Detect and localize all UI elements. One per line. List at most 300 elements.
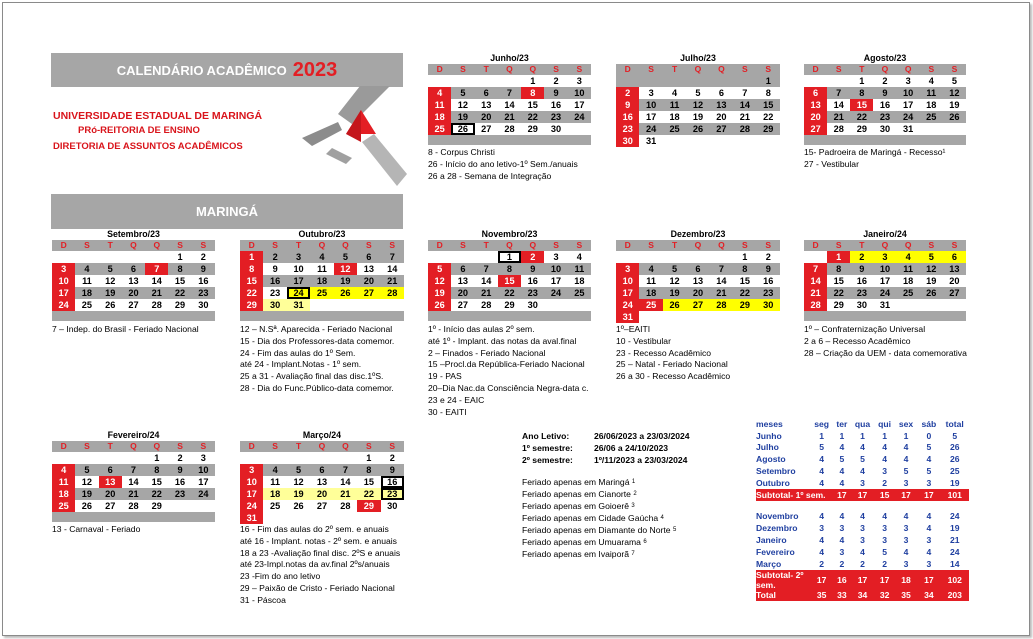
day-cell: 23 xyxy=(381,488,404,500)
day-cell: 3 xyxy=(648,87,654,98)
day-cell: 20 xyxy=(475,111,498,123)
day-cell: 8 xyxy=(850,87,873,99)
spacer-cell xyxy=(122,311,145,321)
day-cell: 27 xyxy=(105,500,116,511)
day-cell: 28 xyxy=(804,299,827,311)
weekday-header: S xyxy=(381,441,404,452)
weekday-header: Q xyxy=(686,240,709,251)
day-cell: 4 xyxy=(75,263,98,275)
weekday-header: T xyxy=(99,441,122,452)
day-cell: 7 xyxy=(122,464,145,476)
spacer-cell xyxy=(897,311,920,321)
day-cell: 29 xyxy=(357,500,380,512)
row-value: 3 xyxy=(903,535,909,546)
day-cell: 25 xyxy=(270,500,281,511)
empty-day-cell xyxy=(897,299,920,311)
empty-day-cell xyxy=(381,299,404,311)
note-line: 20–Dia Nac.da Consciência Negra-data c. xyxy=(428,382,589,393)
day-cell: 5 xyxy=(287,464,310,476)
day-cell: 1 xyxy=(498,251,521,263)
day-cell: 29 xyxy=(833,299,844,310)
empty-day-cell xyxy=(733,311,756,323)
day-cell: 15 xyxy=(363,476,374,487)
row-value: sáb xyxy=(921,418,937,429)
day-cell: 3 xyxy=(616,263,639,275)
month-notes xyxy=(616,324,730,383)
day-cell: 15 xyxy=(850,99,873,111)
day-cell: 27 xyxy=(943,287,966,299)
spacer-cell xyxy=(568,135,591,145)
day-cell: 31 xyxy=(287,299,310,311)
day-cell: 19 xyxy=(334,275,357,287)
month-notes xyxy=(52,524,140,536)
month-title: Janeiro/24 xyxy=(863,229,907,239)
weekday-header: T xyxy=(663,240,686,251)
day-cell: 21 xyxy=(827,111,850,123)
day-cell: 2 xyxy=(200,251,206,262)
day-cell: 10 xyxy=(639,99,662,111)
row-value: 4 xyxy=(860,511,865,522)
day-cell: 3 xyxy=(905,75,911,86)
day-cell: 1 xyxy=(757,75,780,87)
weekday-header: S xyxy=(381,240,404,251)
row-value: 17 xyxy=(851,570,875,590)
day-cell: 20 xyxy=(122,287,145,299)
spacer-cell xyxy=(381,311,404,321)
empty-day-cell xyxy=(686,75,709,87)
row-value: 1 xyxy=(903,430,909,441)
row-value: 3 xyxy=(882,466,887,477)
day-cell: 20 xyxy=(686,287,709,299)
month-calendar xyxy=(616,228,780,323)
row-value: ter xyxy=(836,418,848,429)
day-cell: 9 xyxy=(381,464,404,476)
row-value: 15 xyxy=(875,489,895,501)
day-cell: 11 xyxy=(52,476,75,488)
note-line: 18 a 23 -Avaliação final disc. 2ºS e anuais xyxy=(240,547,401,558)
day-cell: 30 xyxy=(550,123,562,134)
spacer-cell xyxy=(451,311,474,321)
day-cell: 29 xyxy=(757,123,780,135)
empty-day-cell xyxy=(168,500,191,512)
row-value: 4 xyxy=(860,546,865,557)
spacer-cell xyxy=(475,135,498,145)
month-calendar xyxy=(52,429,215,522)
day-cell: 16 xyxy=(198,275,209,286)
spacer-cell xyxy=(75,311,98,321)
weekday-header: S xyxy=(733,240,756,251)
empty-day-cell xyxy=(943,299,966,311)
row-value: 3 xyxy=(903,477,909,488)
empty-day-cell xyxy=(334,452,357,464)
weekday-header: D xyxy=(428,240,451,251)
spacer-cell xyxy=(873,311,896,321)
day-cell: 24 xyxy=(287,287,310,299)
info-label: Ano Letivo: xyxy=(522,431,570,441)
title-bar xyxy=(51,53,403,87)
day-cell: 1 xyxy=(366,452,372,463)
row-value: 101 xyxy=(941,489,970,501)
row-value: 4 xyxy=(882,454,887,465)
info-label: 2º semestre: xyxy=(522,455,573,465)
day-cell: 2 xyxy=(389,452,395,463)
day-cell: 2 xyxy=(553,75,559,86)
day-cell: 10 xyxy=(192,464,215,476)
weekday-header: D xyxy=(804,64,827,75)
day-cell: 28 xyxy=(733,123,756,135)
day-cell: 7 xyxy=(710,263,733,275)
day-cell: 27 xyxy=(481,123,492,134)
title-year: 2023 xyxy=(292,58,338,81)
row-value: 2 xyxy=(819,558,825,569)
note-line: 24 - Fim das aulas do 1º Sem. xyxy=(240,347,356,358)
day-cell: 12 xyxy=(686,99,709,111)
day-cell: 10 xyxy=(544,263,567,275)
empty-day-cell xyxy=(310,512,333,524)
day-cell: 2 xyxy=(521,251,544,263)
day-cell: 6 xyxy=(475,87,498,99)
day-cell: 20 xyxy=(949,275,960,286)
day-cell: 5 xyxy=(920,251,943,263)
day-cell: 1 xyxy=(177,251,183,262)
day-cell: 21 xyxy=(710,287,733,299)
day-cell: 16 xyxy=(856,275,867,286)
weekday-header: T xyxy=(663,64,686,75)
day-cell: 15 xyxy=(757,99,780,111)
note-line: 10 - Vestibular xyxy=(616,335,671,346)
month-notes xyxy=(52,324,199,336)
day-cell: 12 xyxy=(457,99,469,110)
day-cell: 26 xyxy=(943,111,966,123)
day-cell: 16 xyxy=(879,99,891,110)
weekday-header: S xyxy=(544,64,567,75)
weekday-header: Q xyxy=(710,240,733,251)
day-cell: 22 xyxy=(145,488,168,500)
info-value: 26/06 a 24/10/2023 xyxy=(594,443,669,453)
day-cell: 4 xyxy=(928,75,934,86)
row-value: 2 xyxy=(860,558,865,569)
row-value: 33 xyxy=(833,590,850,602)
day-cell: 18 xyxy=(639,287,662,299)
weekday-header: S xyxy=(827,64,850,75)
empty-day-cell xyxy=(287,452,310,464)
stats-row xyxy=(756,430,969,442)
empty-day-cell xyxy=(475,251,498,263)
row-value: 5 xyxy=(882,546,887,557)
day-cell: 1 xyxy=(827,251,850,263)
stats-row xyxy=(756,546,969,558)
day-cell: 2 xyxy=(177,452,183,463)
note-line: 2 a 6 – Recesso Acadêmico xyxy=(804,335,911,346)
day-cell: 25 xyxy=(568,287,591,299)
weekday-header: S xyxy=(168,240,191,251)
day-cell: 9 xyxy=(544,87,567,99)
weekday-header: Q xyxy=(521,64,544,75)
row-value: 3 xyxy=(860,477,865,488)
empty-day-cell xyxy=(639,311,662,323)
empty-day-cell xyxy=(616,75,639,87)
month-title: Dezembro/23 xyxy=(670,229,726,239)
day-cell: 1 xyxy=(859,75,865,86)
day-cell: 14 xyxy=(128,476,139,487)
day-cell: 27 xyxy=(457,299,469,310)
day-cell: 13 xyxy=(692,275,704,286)
day-cell: 8 xyxy=(357,464,380,476)
row-value: 4 xyxy=(926,454,932,465)
weekday-header: S xyxy=(544,240,567,251)
day-cell: 19 xyxy=(287,488,310,500)
weekday-header: S xyxy=(733,64,756,75)
note-line: 28 – Criação da UEM - data comemorativa xyxy=(804,347,967,358)
info-label: 1º semestre: xyxy=(522,443,573,453)
day-cell: 13 xyxy=(481,99,492,110)
day-cell: 26 xyxy=(334,287,357,299)
day-cell: 11 xyxy=(920,87,943,99)
day-cell: 21 xyxy=(498,111,521,123)
row-value: 5 xyxy=(952,430,958,441)
note-line: até 16 - Implant. notas - 2º sem. e anuais xyxy=(240,535,397,546)
day-cell: 25 xyxy=(310,287,333,299)
spacer-cell xyxy=(804,311,827,321)
row-value: 4 xyxy=(839,511,845,522)
day-cell: 19 xyxy=(428,287,451,299)
row-value: 3 xyxy=(926,477,932,488)
row-value: 102 xyxy=(941,570,970,590)
day-cell: 9 xyxy=(192,263,215,275)
total-row xyxy=(756,590,969,602)
row-value: 3 xyxy=(860,535,865,546)
day-cell: 27 xyxy=(710,123,733,135)
spacer-cell xyxy=(804,135,827,145)
note-line: 8 - Corpus Christi xyxy=(428,147,495,157)
row-label: Junho xyxy=(756,430,782,441)
day-cell: 21 xyxy=(145,287,168,299)
spacer-cell xyxy=(521,311,544,321)
note-line: 12 – N.Sª. Aparecida - Feriado Nacional xyxy=(240,324,393,334)
holiday-legend-item: Feriado apenas em Ivaiporã $^7$ xyxy=(522,549,635,559)
day-cell: 27 xyxy=(686,299,709,311)
note-line: 16 - Fim das aulas do 2º sem. e anuais xyxy=(240,524,389,534)
day-cell: 28 xyxy=(128,500,139,511)
day-cell: 24 xyxy=(568,111,591,123)
day-cell: 9 xyxy=(616,99,639,111)
stats-header xyxy=(756,418,969,430)
day-cell: 25 xyxy=(52,500,75,512)
day-cell: 9 xyxy=(757,263,780,275)
row-label: Subtotal- 2º sem. xyxy=(756,570,810,590)
day-cell: 3 xyxy=(576,75,582,86)
empty-day-cell xyxy=(334,512,357,524)
day-cell: 24 xyxy=(639,123,662,135)
row-value: 32 xyxy=(875,590,895,602)
empty-day-cell xyxy=(498,75,521,87)
school-days-table xyxy=(756,418,969,601)
day-cell: 29 xyxy=(856,123,867,134)
day-cell: 13 xyxy=(316,476,328,487)
day-cell: 30 xyxy=(387,500,398,511)
day-cell: 17 xyxy=(879,275,891,286)
empty-day-cell xyxy=(99,251,122,263)
row-value: total xyxy=(945,418,964,429)
holiday-legend-item: Feriado apenas em Maringá $^1$ xyxy=(522,477,636,487)
day-cell: 19 xyxy=(75,488,98,500)
empty-day-cell xyxy=(52,251,75,263)
row-value: 2 xyxy=(882,477,887,488)
weekday-header: Q xyxy=(145,240,168,251)
note-line: 23 -Fim do ano letivo xyxy=(240,571,321,582)
month-calendar xyxy=(240,228,404,321)
day-cell: 12 xyxy=(943,87,966,99)
day-cell: 14 xyxy=(716,275,727,286)
empty-day-cell xyxy=(240,452,263,464)
row-label: Julho xyxy=(756,442,779,453)
row-value: 3 xyxy=(903,558,909,569)
weekday-header: Q xyxy=(334,441,357,452)
note-line: 29 – Paixão de Cristo - Feriado Nacional xyxy=(240,582,395,593)
weekday-header: Q xyxy=(122,240,145,251)
weekday-header: Q xyxy=(310,240,333,251)
day-cell: 10 xyxy=(568,87,591,99)
day-cell: 11 xyxy=(646,275,656,286)
empty-day-cell xyxy=(122,452,145,464)
day-cell: 20 xyxy=(310,488,333,500)
row-value: 5 xyxy=(926,466,932,477)
day-cell: 30 xyxy=(263,299,286,311)
day-cell: 23 xyxy=(616,123,639,135)
weekday-header: T xyxy=(475,240,498,251)
weekday-header: S xyxy=(75,240,98,251)
day-cell: 7 xyxy=(475,263,498,275)
day-cell: 23 xyxy=(192,287,215,299)
weekday-header: S xyxy=(263,240,286,251)
day-cell: 9 xyxy=(168,464,191,476)
day-cell: 30 xyxy=(527,299,538,310)
row-value: 21 xyxy=(949,535,960,546)
row-value: 17 xyxy=(917,570,940,590)
empty-day-cell xyxy=(710,251,733,263)
spacer-cell xyxy=(334,311,357,321)
day-cell: 3 xyxy=(200,452,206,463)
day-cell: 26 xyxy=(105,299,116,310)
row-value: 5 xyxy=(819,442,825,453)
spacer-cell xyxy=(122,512,145,522)
day-cell: 13 xyxy=(457,275,469,286)
day-cell: 4 xyxy=(310,251,333,263)
spacer-cell xyxy=(920,135,943,145)
weekday-header: T xyxy=(287,240,310,251)
day-cell: 13 xyxy=(363,263,374,274)
row-value: 1 xyxy=(882,430,887,441)
spacer-cell xyxy=(897,135,920,145)
day-cell: 9 xyxy=(850,263,873,275)
empty-day-cell xyxy=(943,123,966,135)
academic-year-info xyxy=(522,430,690,466)
day-cell: 7 xyxy=(334,464,357,476)
weekday-header: Q xyxy=(873,64,896,75)
row-value: qui xyxy=(878,418,892,429)
weekday-header: S xyxy=(192,240,215,251)
day-cell: 26 xyxy=(451,123,474,135)
row-value: 2 xyxy=(882,558,887,569)
day-cell: 7 xyxy=(145,263,168,275)
row-value: 3 xyxy=(882,535,887,546)
month-notes xyxy=(240,524,400,607)
month-notes xyxy=(804,324,967,359)
month-notes xyxy=(428,324,589,418)
day-cell: 8 xyxy=(827,263,850,275)
weekday-header: S xyxy=(757,240,780,251)
day-cell: 28 xyxy=(481,299,492,310)
row-value: 4 xyxy=(903,454,909,465)
weekday-header: T xyxy=(850,240,873,251)
day-cell: 5 xyxy=(695,87,701,98)
day-cell: 8 xyxy=(240,263,263,275)
day-cell: 20 xyxy=(99,488,122,500)
day-cell: 3 xyxy=(287,251,310,263)
day-cell: 14 xyxy=(340,476,351,487)
weekday-header: S xyxy=(263,441,286,452)
day-cell: 24 xyxy=(897,111,920,123)
empty-day-cell xyxy=(357,512,380,524)
spacer-row xyxy=(756,501,969,511)
day-cell: 30 xyxy=(879,123,891,134)
day-cell: 22 xyxy=(733,287,756,299)
empty-day-cell xyxy=(428,251,451,263)
spacer-cell xyxy=(75,512,98,522)
day-cell: 15 xyxy=(739,275,750,286)
weekday-header: T xyxy=(99,240,122,251)
day-cell: 28 xyxy=(340,500,351,511)
day-cell: 9 xyxy=(873,87,896,99)
holiday-legend-item: Feriado apenas em Diamante do Norte $^5$ xyxy=(522,525,677,535)
empty-day-cell xyxy=(710,311,733,323)
empty-day-cell xyxy=(686,251,709,263)
day-cell: 16 xyxy=(550,99,562,110)
spacer-cell xyxy=(827,135,850,145)
month-calendar xyxy=(428,52,591,145)
row-label: Novembro xyxy=(756,511,799,522)
row-label: Subtotal- 1º sem. xyxy=(756,489,833,501)
empty-day-cell xyxy=(99,452,122,464)
day-cell: 24 xyxy=(240,500,263,512)
day-cell: 18 xyxy=(669,111,680,122)
day-cell: 17 xyxy=(646,111,657,122)
row-value: 4 xyxy=(819,454,825,465)
day-cell: 6 xyxy=(122,263,145,275)
empty-day-cell xyxy=(451,75,474,87)
day-cell: 26 xyxy=(920,287,943,299)
empty-day-cell xyxy=(804,251,827,263)
day-cell: 6 xyxy=(451,263,474,275)
stats-row xyxy=(756,558,969,570)
row-value: 34 xyxy=(917,590,940,602)
empty-day-cell xyxy=(192,500,215,512)
note-line: 28 - Dia do Func.Público-data comemor. xyxy=(240,382,394,393)
row-value: 4 xyxy=(819,511,825,522)
day-cell: 4 xyxy=(639,263,662,275)
row-label: Total xyxy=(756,590,810,602)
day-cell: 12 xyxy=(105,275,116,286)
day-cell: 11 xyxy=(897,263,920,275)
university-name: UNIVERSIDADE ESTADUAL DE MARINGÁ xyxy=(53,110,263,122)
day-cell: 15 xyxy=(527,99,538,110)
day-cell: 25 xyxy=(920,111,943,123)
month-calendar xyxy=(428,228,591,321)
day-cell: 5 xyxy=(451,87,474,99)
day-cell: 21 xyxy=(804,287,827,299)
day-cell: 29 xyxy=(240,299,263,311)
empty-day-cell xyxy=(568,123,591,135)
